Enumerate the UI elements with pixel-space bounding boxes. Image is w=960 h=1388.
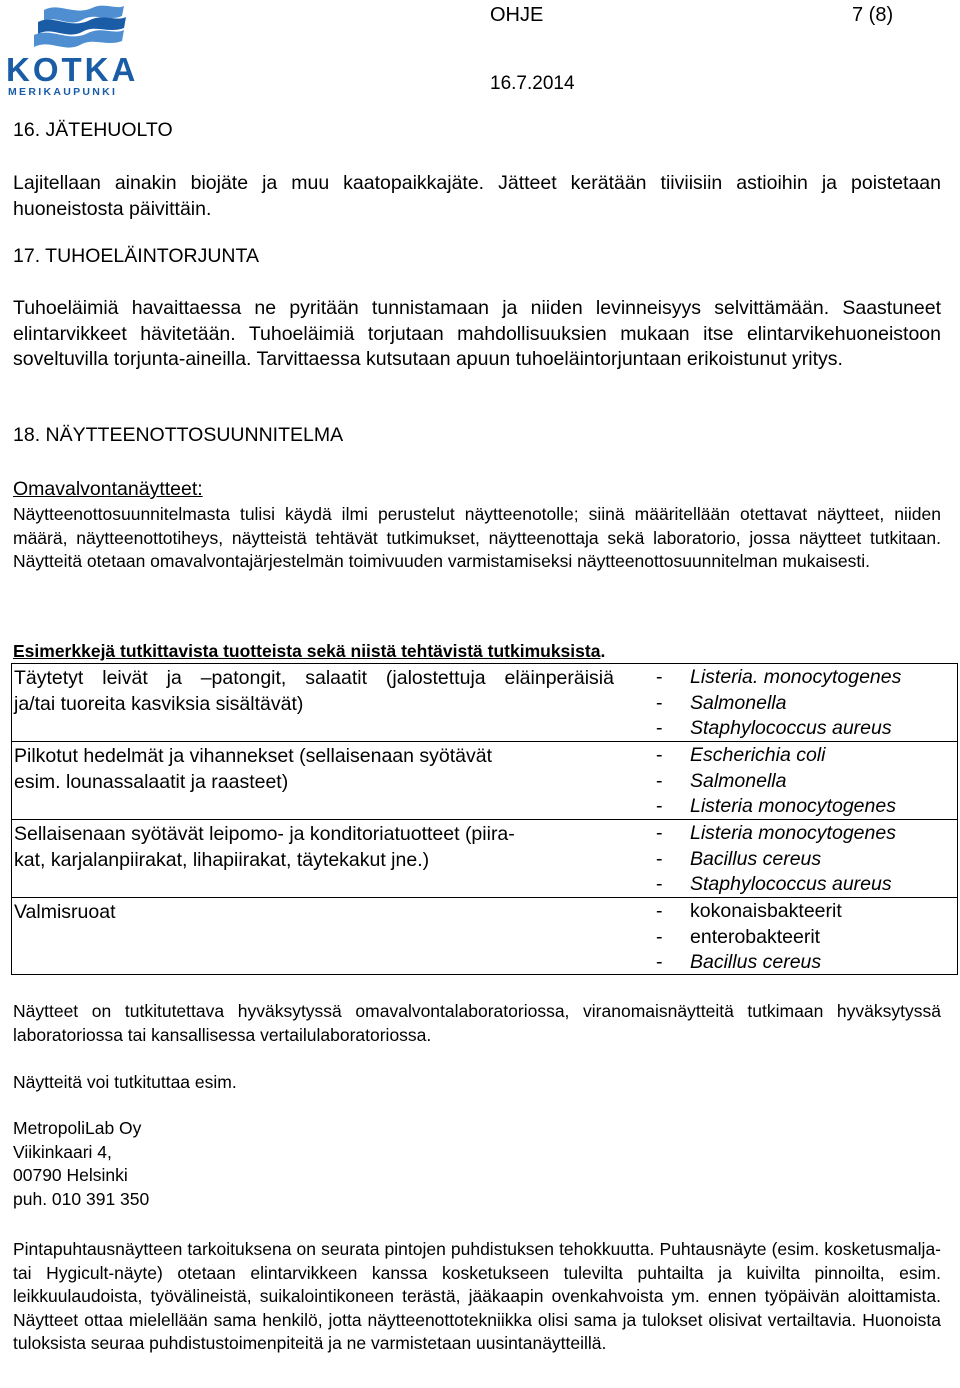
document-type: OHJE [490, 4, 544, 26]
section-18-heading: 18. NÄYTTEENOTTOSUUNNITELMA [13, 424, 344, 446]
lab-example-intro: Näytteitä voi tutkituttaa esim. [13, 1072, 237, 1092]
kotka-logo-graphic [4, 2, 136, 98]
product-line: kat, karjalanpiirakat, lihapiirakat, täytekakut jne.) [14, 848, 430, 871]
table-title-text: Esimerkkejä tutkittavista tuotteista sekä niistä tehtävistä tutkimuksista [13, 641, 601, 661]
product-line: ja/tai tuoreita kasviksia sisältävät) [14, 692, 304, 715]
product-line: esim. lounassalaatit ja raasteet) [14, 770, 289, 793]
organism-item: - Salmonella [656, 769, 787, 792]
organism-item: - kokonaisbakteerit [656, 900, 842, 922]
organism-item: - Listeria monocytogenes [656, 822, 896, 844]
lab-requirement-text: Näytteet on tutkitutettava hyväksytyssä omavalvontalaboratoriossa, viranomaisnäytteitä tutkimaan hyväksytyssä laboratoriossa tai kansallisessa vertailulaboratoriossa. [13, 1001, 941, 1045]
product-line: Täytetyt leivät ja –patongit, salaatit (jalostettuja eläinperäisiä [14, 667, 614, 689]
organism-item: - Staphylococcus aureus [656, 717, 892, 739]
organisms-cell [656, 899, 956, 976]
table-title [13, 640, 945, 662]
table-row [12, 664, 957, 742]
page-number: 7 (8) [852, 4, 894, 26]
table-row [12, 742, 957, 820]
organism-item: - Listeria monocytogenes [656, 795, 896, 817]
organisms-cell [656, 743, 956, 820]
table-title-end: . [600, 641, 606, 661]
lab-city: 00790 Helsinki [13, 1165, 128, 1185]
lab-phone: puh. 010 391 350 [13, 1188, 150, 1209]
organism-item: - Listeria. monocytogenes [656, 666, 902, 688]
product-line: Pilkotut hedelmät ja vihannekset (sellaisenaan syötävät [14, 745, 493, 767]
lab-name: MetropoliLab Oy [13, 1118, 142, 1138]
lab-street: Viikinkaari 4, [13, 1141, 112, 1162]
lab-address [13, 1117, 149, 1211]
document-date: 16.7.2014 [490, 73, 575, 94]
product-cell [14, 666, 614, 717]
table-row [12, 820, 957, 898]
surface-sampling-text: Pintapuhtausnäytteen tarkoituksena on seurata pintojen puhdistuksen tehokkuutta. Puhtausnäyte (esim. kosketusmalja- tai Hygicult-näyte) otetaan elintarvikkeen kanssa kosketukseen tulevilta puhtailta ja kuivilta pinnoilta, esim. leikkuulaudoista, työvälineistä, suikalointikoneen terästä, jääkaapin ovenkahvoista ym. ennen työpäivän aloittamista. Näytteet ottaa mielellään sama henkilö, jotta näytteenottotekniikka olisi sama ja tulokset olisivat vertailtavia. Huonoista tuloksista seuraa puhdistustoimenpiteitä ja ne varmistetaan uusintanäytteillä. [13, 1239, 941, 1353]
section-18-text: Näytteenottosuunnitelmasta tulisi käydä ilmi perustelut näytteenotolle; siinä määritellään otettavat näytteet, niiden määrä, näytteenottotiheys, näytteistä tehtävät tutkimukset, näytteenottaja sekä laboratorio, jossa näytteet tutkitaan. Näytteitä otetaan omavalvontajärjestelmän toimivuuden varmistamiseksi näytteenottosuunnitelman mukaisesti. [13, 504, 941, 571]
section-16-heading: 16. JÄTEHUOLTO [13, 119, 173, 141]
organism-item: - Bacillus cereus [656, 847, 822, 870]
section-17-text: Tuhoeläimiä havaittaessa ne pyritään tunnistamaan ja niiden levinneisyys selvittämään. Saastuneet elintarvikkeet hävitetään. Tuhoeläimiä torjutaan mahdollisuuksien mukaan itse elintarvikehuoneistoon soveltuvilla torjunta-aineilla. Tarvittaessa kutsutaan apuun tuhoeläintorjuntaan erikoistunut yritys. [13, 297, 941, 370]
product-cell [14, 900, 614, 926]
section-17-heading: 17. TUHOELÄINTORJUNTA [13, 245, 259, 267]
organism-item: - Escherichia coli [656, 744, 826, 766]
kotka-logo [4, 2, 136, 98]
section-18-subheading: Omavalvontanäytteet: [13, 478, 203, 500]
product-cell [14, 744, 614, 795]
organisms-cell [656, 821, 956, 898]
table-row [12, 898, 957, 975]
product-line: Valmisruoat [14, 901, 116, 923]
examples-table [11, 663, 958, 975]
organism-item: - enterobakteerit [656, 925, 821, 948]
svg-text:MERIKAUPUNKI: MERIKAUPUNKI [8, 86, 118, 98]
svg-text:KOTKA: KOTKA [6, 51, 136, 88]
organism-item: - Salmonella [656, 691, 787, 714]
organism-item: - Staphylococcus aureus [656, 873, 892, 895]
product-line: Sellaisenaan syötävät leipomo- ja konditoriatuotteet (piira- [14, 823, 515, 845]
section-16-text: Lajitellaan ainakin biojäte ja muu kaatopaikkajäte. Jätteet kerätään tiiviisiin astioihin ja poistetaan huoneistosta päivittäin. [13, 172, 941, 220]
organism-item: - Bacillus cereus [656, 951, 822, 973]
organisms-cell [656, 665, 956, 742]
product-cell [14, 822, 614, 873]
